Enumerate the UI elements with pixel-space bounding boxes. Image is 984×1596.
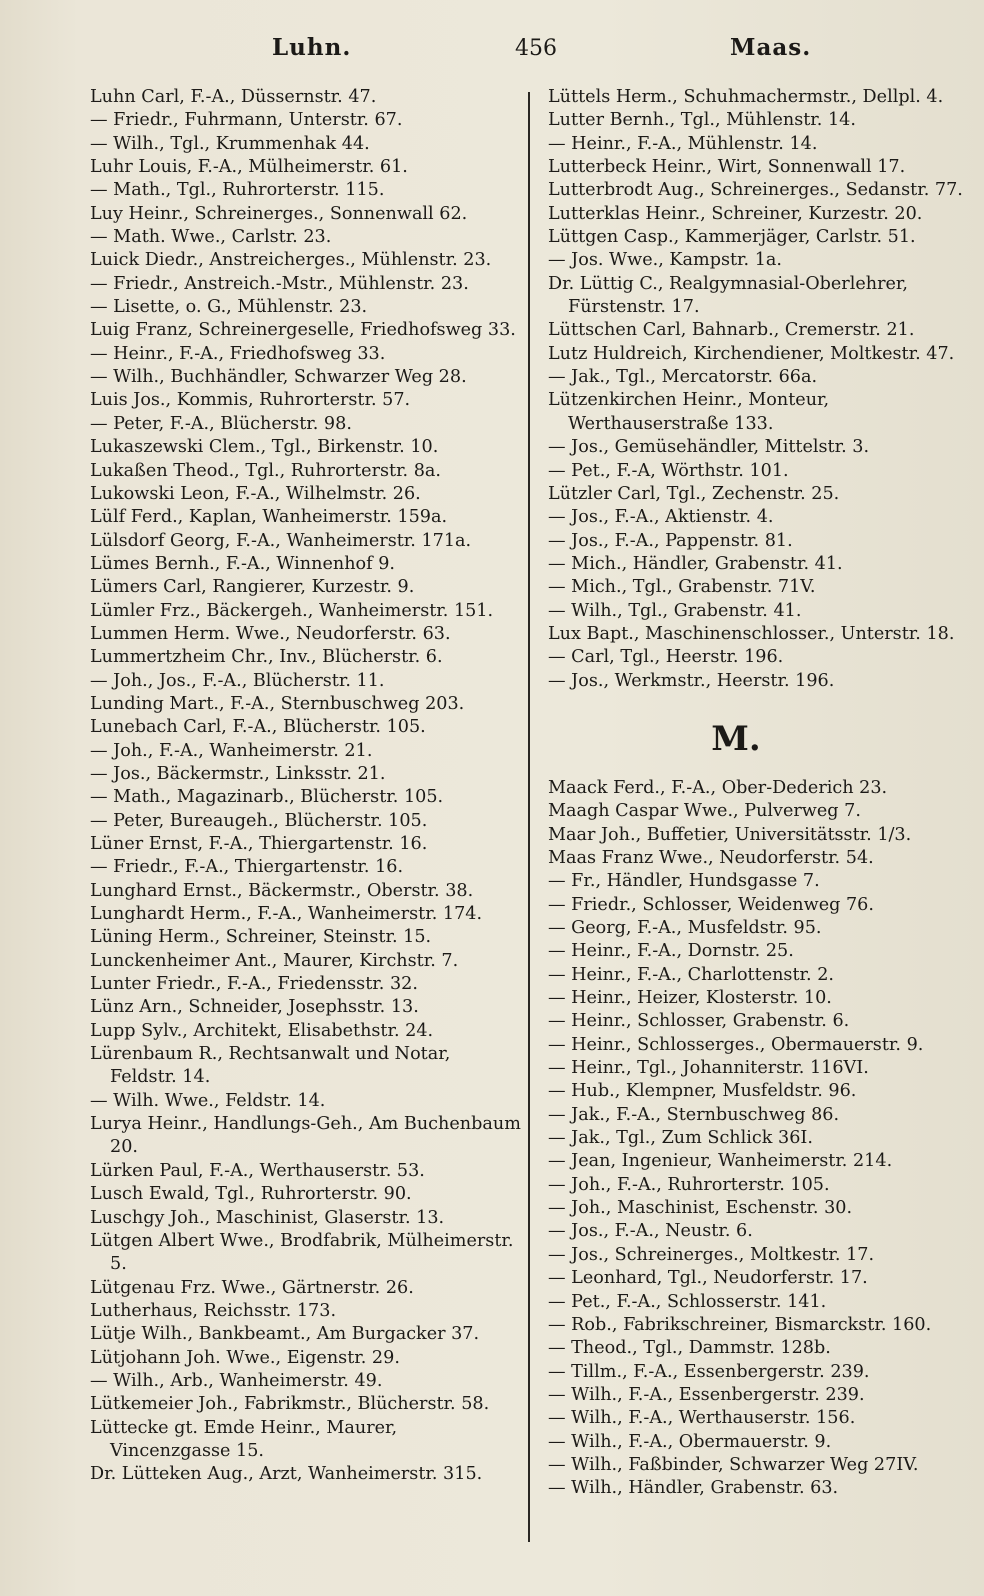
directory-entry: — Heinr., F.-A., Charlottenstr. 2. <box>548 964 834 985</box>
directory-entry: Lurya Heinr., Handlungs-Geh., Am Buchenbaum 20. <box>90 1114 521 1158</box>
directory-entry: Lupp Sylv., Architekt, Elisabethstr. 24. <box>90 1020 434 1041</box>
directory-entry: Lutterbrodt Aug., Schreinerges., Sedanstr. 77. <box>548 180 963 201</box>
page-header <box>90 34 964 74</box>
directory-entry: Lütgenau Frz. Wwe., Gärtnerstr. 26. <box>90 1277 414 1298</box>
directory-entry: Luis Jos., Kommis, Ruhrorterstr. 57. <box>90 390 411 411</box>
directory-entry: Lütje Wilh., Bankbeamt., Am Burgacker 37. <box>90 1324 480 1345</box>
directory-entry: — Wilh., Tgl., Krummenhak 44. <box>90 133 370 154</box>
directory-entry: — Theod., Tgl., Dammstr. 128b. <box>548 1338 831 1359</box>
directory-entry: — Friedr., F.-A., Thiergartenstr. 16. <box>90 857 404 878</box>
column-divider <box>528 92 530 1542</box>
directory-entry: Lütgen Albert Wwe., Brodfabrik, Mülheimerstr. 5. <box>90 1230 514 1275</box>
directory-entry: — Rob., Fabrikschreiner, Bismarckstr. 160. <box>548 1314 932 1335</box>
directory-entry: Lukowski Leon, F.-A., Wilhelmstr. 26. <box>90 483 421 504</box>
directory-entry: — Pet., F.-A, Wörthstr. 101. <box>548 460 789 481</box>
right-column <box>548 86 974 1501</box>
header-left-word: Luhn. <box>272 34 352 61</box>
directory-entry: — Leonhard, Tgl., Neudorferstr. 17. <box>548 1268 868 1289</box>
directory-entry: Lüning Herm., Schreiner, Steinstr. 15. <box>90 927 432 948</box>
directory-entry: Dr. Lüttig C., Realgymnasial-Oberlehrer, Fürstenstr. 17. <box>548 273 908 318</box>
directory-entry: — Wilh., F.-A., Werthauserstr. 156. <box>548 1408 856 1429</box>
directory-entry: Lunghard Ernst., Bäckermstr., Oberstr. 38. <box>90 880 474 901</box>
directory-entry: Lünz Arn., Schneider, Josephsstr. 13. <box>90 997 419 1018</box>
directory-entry: Lülf Ferd., Kaplan, Wanheimerstr. 159a. <box>90 507 448 528</box>
directory-entry: — Fr., Händler, Hundsgasse 7. <box>548 871 820 892</box>
directory-entry: Lützler Carl, Tgl., Zechenstr. 25. <box>548 483 840 504</box>
right-column-l-entries <box>548 86 974 693</box>
directory-entry: Lürenbaum R., Rechtsanwalt und Notar, Feldstr. 14. <box>90 1044 451 1088</box>
directory-entry: Lutterbeck Heinr., Wirt, Sonnenwall 17. <box>548 157 906 178</box>
directory-entry: Lunebach Carl, F.-A., Blücherstr. 105. <box>90 717 426 738</box>
directory-entry: — Joh., Maschinist, Eschenstr. 30. <box>548 1198 853 1219</box>
directory-entry: Maas Franz Wwe., Neudorferstr. 54. <box>548 847 874 868</box>
directory-entry: — Hub., Klempner, Musfeldstr. 96. <box>548 1081 857 1102</box>
directory-entry: Lunding Mart., F.-A., Sternbuschweg 203. <box>90 693 465 714</box>
directory-entry: Lüttels Herm., Schuhmachermstr., Dellpl. 4. <box>548 87 944 107</box>
directory-entry: — Wilh., F.-A., Essenbergerstr. 239. <box>548 1384 865 1405</box>
directory-entry: — Heinr., F.-A., Mühlenstr. 14. <box>548 133 818 154</box>
directory-entry: — Math., Tgl., Ruhrorterstr. 115. <box>90 180 385 201</box>
directory-entry: — Heinr., Heizer, Klosterstr. 10. <box>548 988 832 1009</box>
left-column <box>90 86 522 1487</box>
directory-entry: — Math. Wwe., Carlstr. 23. <box>90 227 332 248</box>
directory-entry: Lutter Bernh., Tgl., Mühlenstr. 14. <box>548 110 856 131</box>
directory-entry: — Wilh., Händler, Grabenstr. 63. <box>548 1478 839 1499</box>
directory-entry: Lürken Paul, F.-A., Werthauserstr. 53. <box>90 1160 425 1181</box>
directory-entry: — Jak., F.-A., Sternbuschweg 86. <box>548 1104 840 1125</box>
directory-entry: — Georg, F.-A., Musfeldstr. 95. <box>548 918 822 938</box>
directory-entry: Maar Joh., Buffetier, Universitätsstr. 1/3. <box>548 824 912 845</box>
directory-entry: — Heinr., Schlosser, Grabenstr. 6. <box>548 1011 850 1032</box>
directory-entry: Lutherhaus, Reichsstr. 173. <box>90 1300 337 1321</box>
page-number: 456 <box>515 36 557 61</box>
directory-entry: — Pet., F.-A., Schlosserstr. 141. <box>548 1291 827 1312</box>
directory-entry: Lunter Friedr., F.-A., Friedensstr. 32. <box>90 974 418 995</box>
directory-entry: Lummen Herm. Wwe., Neudorferstr. 63. <box>90 623 451 644</box>
directory-entry: Luhr Louis, F.-A., Mülheimerstr. 61. <box>90 157 408 178</box>
directory-entry: — Jak., Tgl., Zum Schlick 36I. <box>548 1128 813 1149</box>
directory-entry: Lüner Ernst, F.-A., Thiergartenstr. 16. <box>90 834 428 854</box>
directory-entry: Lütkemeier Joh., Fabrikmstr., Blücherstr. 58. <box>90 1394 490 1415</box>
directory-entry: — Wilh., Faßbinder, Schwarzer Weg 27IV. <box>548 1454 919 1475</box>
directory-entry: Lusch Ewald, Tgl., Ruhrorterstr. 90. <box>90 1184 412 1205</box>
directory-entry: — Joh., F.-A., Ruhrorterstr. 105. <box>548 1174 830 1195</box>
directory-entry: — Carl, Tgl., Heerstr. 196. <box>548 647 784 668</box>
directory-entry: — Friedr., Fuhrmann, Unterstr. 67. <box>90 110 403 131</box>
directory-entry: Lunckenheimer Ant., Maurer, Kirchstr. 7. <box>90 950 459 971</box>
directory-entry: — Heinr., Schlosserges., Obermauerstr. 9. <box>548 1034 924 1055</box>
directory-entry: Lümes Bernh., F.-A., Winnenhof 9. <box>90 553 396 574</box>
directory-entry: — Math., Magazinarb., Blücherstr. 105. <box>90 787 444 808</box>
directory-entry: Luschgy Joh., Maschinist, Glaserstr. 13. <box>90 1207 445 1228</box>
directory-entry: — Joh., Jos., F.-A., Blücherstr. 11. <box>90 670 385 691</box>
directory-entry: — Heinr., F.-A., Friedhofsweg 33. <box>90 343 386 364</box>
directory-entry: Lukaßen Theod., Tgl., Ruhrorterstr. 8a. <box>90 460 442 481</box>
directory-entry: Lüttecke gt. Emde Heinr., Maurer, Vincenzgasse 15. <box>90 1417 398 1461</box>
directory-entry: — Heinr., Tgl., Johanniterstr. 116VI. <box>548 1058 869 1079</box>
directory-entry: — Jos., F.-A., Neustr. 6. <box>548 1221 753 1242</box>
directory-entry: — Lisette, o. G., Mühlenstr. 23. <box>90 297 368 318</box>
directory-entry: — Jos., Bäckermstr., Linksstr. 21. <box>90 763 386 784</box>
section-letter-m: M. <box>711 718 761 759</box>
directory-entry: — Jean, Ingenieur, Wanheimerstr. 214. <box>548 1151 893 1172</box>
directory-entry: Lülsdorf Georg, F.-A., Wanheimerstr. 171a. <box>90 530 472 551</box>
directory-entry: — Jos., Schreinerges., Moltkestr. 17. <box>548 1244 875 1265</box>
directory-entry: Lux Bapt., Maschinenschlosser., Unterstr. 18. <box>548 623 955 644</box>
directory-entry: — Heinr., F.-A., Dornstr. 25. <box>548 941 794 962</box>
directory-entry: Luick Diedr., Anstreicherges., Mühlenstr. 23. <box>90 250 492 271</box>
directory-entry: — Wilh., Tgl., Grabenstr. 41. <box>548 600 802 621</box>
directory-entry: — Friedr., Anstreich.-Mstr., Mühlenstr. 23. <box>90 273 469 294</box>
directory-entry: Lütjohann Joh. Wwe., Eigenstr. 29. <box>90 1347 400 1368</box>
directory-entry: Lutz Huldreich, Kirchendiener, Moltkestr. 47. <box>548 343 955 364</box>
directory-entry: Lummertzheim Chr., Inv., Blücherstr. 6. <box>90 647 443 668</box>
directory-entry: — Mich., Tgl., Grabenstr. 71V. <box>548 577 816 598</box>
directory-entry: — Wilh., Buchhändler, Schwarzer Weg 28. <box>90 367 467 388</box>
directory-entry: — Jos., F.-A., Pappenstr. 81. <box>548 530 793 551</box>
right-column-m-entries <box>548 777 974 1501</box>
directory-entry: Maagh Caspar Wwe., Pulverweg 7. <box>548 801 861 822</box>
directory-entry: Lümler Frz., Bäckergeh., Wanheimerstr. 151. <box>90 600 494 621</box>
directory-entry: Luy Heinr., Schreinerges., Sonnenwall 62. <box>90 203 468 224</box>
directory-entry: — Jak., Tgl., Mercatorstr. 66a. <box>548 367 818 388</box>
directory-entry: — Wilh., Arb., Wanheimerstr. 49. <box>90 1370 383 1391</box>
directory-entry: — Mich., Händler, Grabenstr. 41. <box>548 553 843 574</box>
header-right-word: Maas. <box>730 34 812 61</box>
directory-entry: — Friedr., Schlosser, Weidenweg 76. <box>548 894 874 915</box>
directory-entry: Lüttschen Carl, Bahnarb., Cremerstr. 21. <box>548 320 915 341</box>
directory-entry: — Wilh., F.-A., Obermauerstr. 9. <box>548 1431 832 1452</box>
directory-entry: Lüttgen Casp., Kammerjäger, Carlstr. 51. <box>548 227 916 248</box>
directory-entry: — Jos., F.-A., Aktienstr. 4. <box>548 507 774 528</box>
directory-entry: Luhn Carl, F.-A., Düssernstr. 47. <box>90 87 377 107</box>
directory-entry: Luig Franz, Schreinergeselle, Friedhofsweg 33. <box>90 320 516 341</box>
directory-entry: — Peter, F.-A., Blücherstr. 98. <box>90 413 352 434</box>
directory-entry: Lutterklas Heinr., Schreiner, Kurzestr. 20. <box>548 203 923 224</box>
directory-entry: Dr. Lütteken Aug., Arzt, Wanheimerstr. 315. <box>90 1464 483 1485</box>
directory-entry: — Jos. Wwe., Kampstr. 1a. <box>548 250 782 271</box>
directory-entry: Lützenkirchen Heinr., Monteur, Werthauserstraße 133. <box>548 390 830 434</box>
directory-entry: Lümers Carl, Rangierer, Kurzestr. 9. <box>90 577 415 598</box>
directory-entry: — Joh., F.-A., Wanheimerstr. 21. <box>90 740 373 761</box>
directory-entry: — Wilh. Wwe., Feldstr. 14. <box>90 1090 326 1111</box>
directory-entry: Lukaszewski Clem., Tgl., Birkenstr. 10. <box>90 437 439 458</box>
directory-entry: — Tillm., F.-A., Essenbergerstr. 239. <box>548 1361 870 1382</box>
directory-entry: — Jos., Gemüsehändler, Mittelstr. 3. <box>548 437 870 458</box>
directory-entry: Lunghardt Herm., F.-A., Wanheimerstr. 174. <box>90 904 483 925</box>
directory-entry: Maack Ferd., F.-A., Ober-Dederich 23. <box>548 777 888 798</box>
directory-entry: — Jos., Werkmstr., Heerstr. 196. <box>548 670 835 691</box>
directory-entry: — Peter, Bureaugeh., Blücherstr. 105. <box>90 810 428 831</box>
